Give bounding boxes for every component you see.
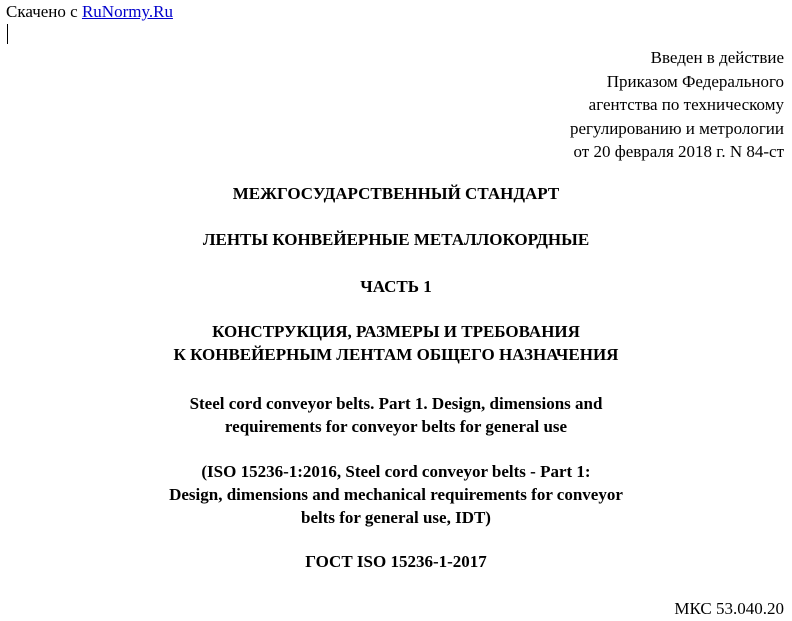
subtitle-line: К КОНВЕЙЕРНЫМ ЛЕНТАМ ОБЩЕГО НАЗНАЧЕНИЯ — [173, 345, 619, 364]
iso-reference-block — [0, 460, 792, 529]
standard-designation: ГОСТ ISO 15236-1-2017 — [305, 552, 487, 571]
mks-code: МКС 53.040.20 — [674, 599, 784, 618]
source-prefix: Скачено с — [6, 2, 82, 21]
standard-type-heading: МЕЖГОСУДАРСТВЕННЫЙ СТАНДАРТ — [232, 184, 560, 203]
iso-reference-line: Design, dimensions and mechanical requirements for conveyor — [169, 485, 623, 504]
enactment-line: Введен в действие — [650, 48, 784, 67]
iso-reference-line: belts for general use, IDT) — [301, 508, 491, 527]
english-title-block — [0, 392, 792, 438]
english-title-line: Steel cord conveyor belts. Part 1. Design, dimensions and — [189, 394, 603, 413]
subtitle-block — [0, 320, 792, 366]
source-link[interactable]: RuNormy.Ru — [81, 2, 173, 21]
enactment-line: агентства по техническому — [588, 95, 784, 115]
source-line — [6, 2, 173, 22]
part-heading: ЧАСТЬ 1 — [360, 277, 432, 296]
iso-reference-line: (ISO 15236-1:2016, Steel cord conveyor belts - Part 1: — [201, 462, 591, 481]
english-title-line: requirements for conveyor belts for general use — [224, 417, 568, 436]
enactment-block — [570, 46, 784, 164]
enactment-line: регулированию и метрологии — [569, 118, 784, 138]
document-title: ЛЕНТЫ КОНВЕЙЕРНЫЕ МЕТАЛЛОКОРДНЫЕ — [202, 230, 590, 249]
enactment-line: Приказом Федерального — [606, 71, 784, 91]
enactment-line: от 20 февраля 2018 г. N 84-ст — [573, 142, 784, 162]
subtitle-line: КОНСТРУКЦИЯ, РАЗМЕРЫ И ТРЕБОВАНИЯ — [212, 322, 580, 341]
text-cursor — [7, 24, 8, 44]
